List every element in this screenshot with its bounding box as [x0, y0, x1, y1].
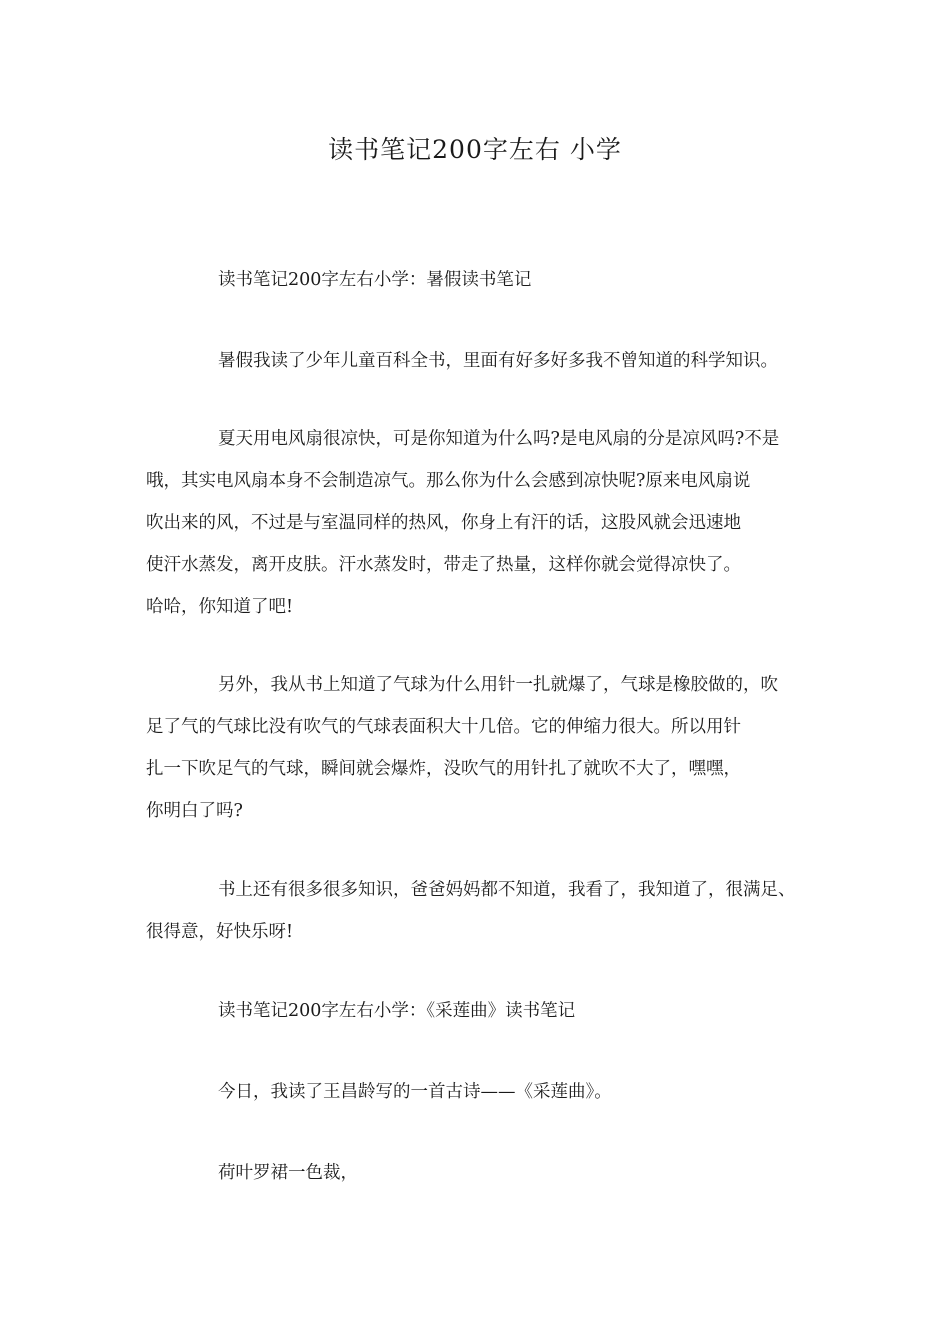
- paragraph-fan: [146, 418, 810, 628]
- text-line: 夏天用电风扇很凉快，可是你知道为什么吗?是电风扇的分是凉风吗?不是: [218, 429, 780, 449]
- text-line: 你明白了吗?: [146, 801, 243, 821]
- text-line: 书上还有很多很多知识，爸爸妈妈都不知道，我看了，我知道了，很满足、: [218, 880, 796, 900]
- text-line: 很得意，好快乐呀!: [146, 922, 294, 942]
- text-line: 扎一下吹足气的气球，瞬间就会爆炸，没吹气的用针扎了就吹不大了，嘿嘿，: [146, 759, 741, 779]
- text-line: 读书笔记200字左右小学：《采莲曲》读书笔记: [218, 1001, 576, 1021]
- paragraph-intro: [146, 340, 810, 382]
- paragraph-knowledge: [146, 869, 810, 953]
- text-line: 荷叶罗裙一色裁，: [218, 1163, 358, 1183]
- paragraph-heading-2: [146, 990, 810, 1032]
- text-line: 哦，其实电风扇本身不会制造凉气。那么你为什么会感到凉快呢?原来电风扇说: [146, 471, 751, 491]
- paragraph-heading-1: [146, 259, 810, 301]
- text-line: 另外，我从书上知道了气球为什么用针一扎就爆了，气球是橡胶做的，吹: [218, 675, 778, 695]
- paragraph-balloon: [146, 664, 810, 832]
- text-line: 读书笔记200字左右小学：暑假读书笔记: [218, 270, 532, 290]
- text-line: 今日，我读了王昌龄写的一首古诗——《采莲曲》。: [218, 1082, 612, 1102]
- text-line: 吹出来的风，不过是与室温同样的热风，你身上有汗的话，这股风就会迅速地: [146, 513, 741, 533]
- paragraph-poem-intro: [146, 1071, 810, 1113]
- text-line: 哈哈，你知道了吧!: [146, 597, 294, 617]
- document-title: 读书笔记200字左右 小学: [328, 135, 622, 164]
- text-line: 使汗水蒸发，离开皮肤。汗水蒸发时，带走了热量，这样你就会觉得凉快了。: [146, 555, 741, 575]
- paragraph-poem-line: [146, 1152, 810, 1194]
- text-line: 暑假我读了少年儿童百科全书，里面有好多好多我不曾知道的科学知识。: [218, 351, 778, 371]
- text-line: 足了气的气球比没有吹气的气球表面积大十几倍。它的伸缩力很大。所以用针: [146, 717, 741, 737]
